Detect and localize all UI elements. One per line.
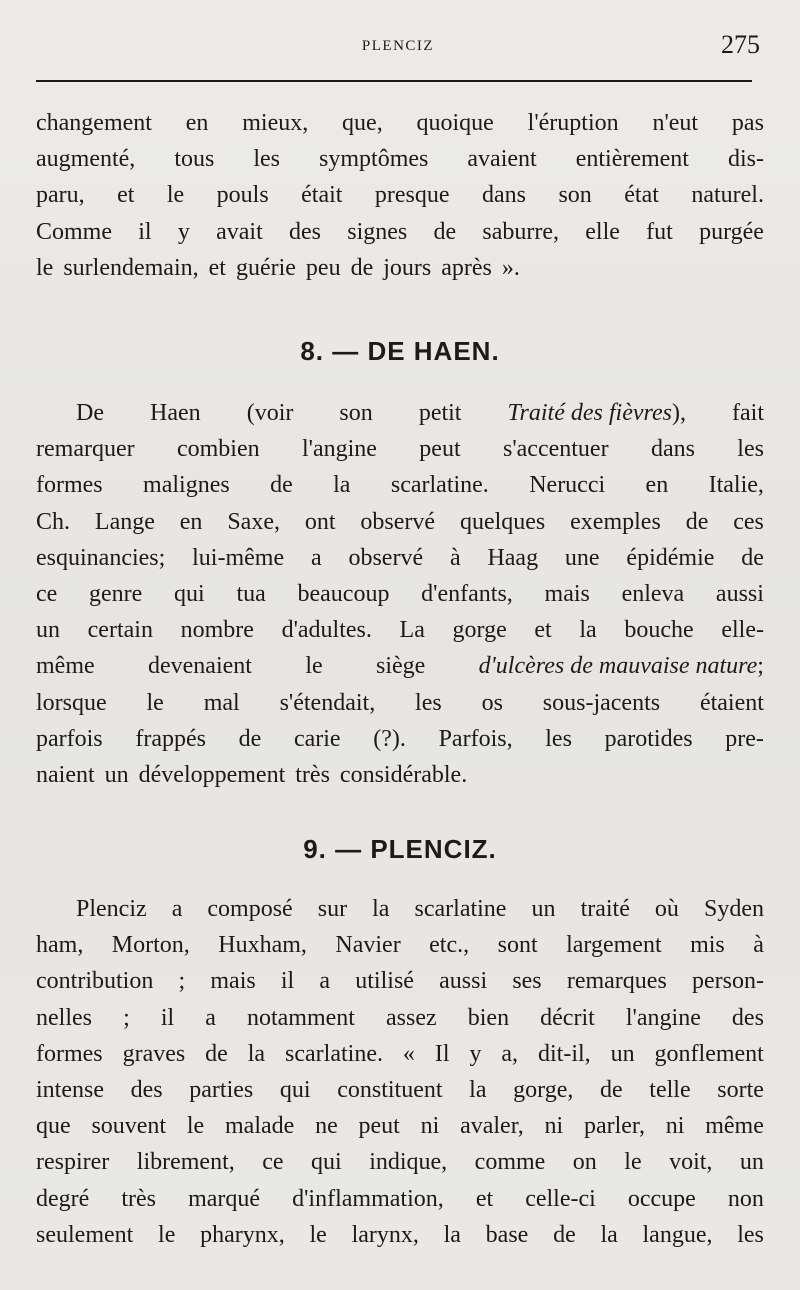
word: malade xyxy=(225,1113,295,1140)
word: Il xyxy=(434,1040,450,1067)
word: la xyxy=(579,617,597,644)
word: et xyxy=(117,182,135,209)
word: des xyxy=(288,218,321,245)
word: ni xyxy=(665,1113,685,1140)
word: la xyxy=(372,896,390,922)
word: observé xyxy=(360,508,436,535)
word: (?). xyxy=(373,725,406,752)
word: de xyxy=(433,218,457,245)
word: seulement xyxy=(36,1221,134,1248)
word: le xyxy=(158,1221,176,1248)
word: une xyxy=(564,544,600,571)
word: la xyxy=(333,472,351,499)
word: et xyxy=(475,1185,494,1212)
word: ne xyxy=(315,1113,338,1140)
word: même xyxy=(36,653,95,680)
word: l'angine xyxy=(301,436,377,463)
word: il xyxy=(160,1004,175,1031)
word: graves xyxy=(122,1040,186,1067)
header-rule xyxy=(36,80,752,82)
word: en xyxy=(645,472,669,499)
word: ; xyxy=(123,1004,130,1031)
word: quelques xyxy=(459,508,546,535)
word: ni xyxy=(544,1113,564,1140)
word: degré xyxy=(36,1185,90,1212)
word: petit xyxy=(418,400,462,426)
word: Lange xyxy=(94,508,155,535)
word: ces xyxy=(733,508,764,535)
word: les xyxy=(737,436,764,463)
word: épidémie xyxy=(626,544,715,571)
word: de xyxy=(600,1076,623,1103)
word: naturel. xyxy=(691,182,764,209)
word: mis xyxy=(690,932,725,959)
word: même xyxy=(705,1113,764,1140)
word: mais xyxy=(544,580,590,607)
text-line xyxy=(36,182,764,218)
word: décrit xyxy=(540,1004,595,1031)
word: gorge, xyxy=(513,1076,574,1103)
word: ses xyxy=(512,968,542,995)
word: dans xyxy=(650,436,695,463)
word: formes xyxy=(36,472,103,499)
word: qui xyxy=(279,1076,311,1103)
word: traité xyxy=(580,896,630,922)
word: pouls xyxy=(216,182,269,209)
word: à xyxy=(753,932,764,959)
word: un xyxy=(610,1040,635,1067)
word: peu xyxy=(305,254,341,281)
word: d'enfants, xyxy=(421,580,513,607)
word: les xyxy=(545,725,572,752)
word: dit-il, xyxy=(538,1040,591,1067)
word: contribution xyxy=(36,968,154,995)
word: Comme xyxy=(36,218,112,245)
word: person- xyxy=(691,968,764,995)
word: largement xyxy=(566,932,662,959)
word: de xyxy=(205,1040,228,1067)
word: devenaient xyxy=(148,653,252,680)
word: scarlatine xyxy=(414,896,507,922)
word: Syden xyxy=(703,896,764,922)
word: mais xyxy=(210,968,256,995)
text-line xyxy=(36,219,764,255)
word: genre xyxy=(89,580,143,607)
word: pre- xyxy=(725,725,764,752)
word: notamment xyxy=(246,1004,355,1031)
word: librement, xyxy=(136,1149,235,1176)
word: naient xyxy=(36,761,95,788)
word: les xyxy=(415,689,442,716)
word: formes xyxy=(36,1040,103,1067)
word: gonflement xyxy=(654,1040,764,1067)
word: les xyxy=(737,1221,764,1248)
word: parties xyxy=(189,1076,254,1103)
word: esquinancies; xyxy=(36,544,166,571)
text-line xyxy=(36,110,764,146)
word: paru, xyxy=(36,182,85,209)
word: etc., xyxy=(429,932,470,959)
word: quoique xyxy=(416,110,494,136)
word: intense xyxy=(36,1076,104,1103)
word: d'inflammation, xyxy=(292,1185,444,1212)
word: marqué xyxy=(188,1185,261,1212)
word: de xyxy=(350,254,374,281)
word: que, xyxy=(342,110,383,136)
word: des xyxy=(130,1076,163,1103)
word: a xyxy=(319,968,331,995)
word: d'ulcères de mauvaise nature; xyxy=(478,653,764,680)
word: le xyxy=(305,653,323,680)
word: os xyxy=(481,689,503,716)
word: assez xyxy=(386,1004,437,1031)
word: le xyxy=(166,182,185,209)
word: qui xyxy=(174,580,205,607)
word: aussi xyxy=(715,580,764,607)
word: y xyxy=(177,218,190,245)
word: frappés xyxy=(135,725,206,752)
word: fait xyxy=(732,400,764,426)
word: Huxham, xyxy=(218,932,307,959)
word: surlendemain, xyxy=(63,254,199,281)
word: ». xyxy=(501,254,520,281)
word: le xyxy=(624,1149,642,1176)
word: Navier xyxy=(335,932,401,959)
text-line xyxy=(36,968,764,1004)
word: composé xyxy=(207,896,293,922)
word: de xyxy=(270,472,293,499)
word: indique, xyxy=(369,1149,448,1176)
word: larynx, xyxy=(351,1221,419,1248)
word: sous-jacents xyxy=(542,689,661,716)
word: aussi xyxy=(439,968,488,995)
word: un xyxy=(739,1149,764,1176)
text-line xyxy=(36,617,764,653)
word: le xyxy=(36,254,54,281)
word: très xyxy=(295,761,330,788)
word: son xyxy=(339,400,373,426)
text-line xyxy=(36,726,764,762)
word: bouche xyxy=(624,617,694,644)
word: s'accentuer xyxy=(502,436,609,463)
word: qui xyxy=(311,1149,342,1176)
word: a xyxy=(171,896,183,922)
word: son xyxy=(558,182,592,209)
word: carie xyxy=(293,725,341,752)
word: Nerucci xyxy=(529,472,606,499)
word: après xyxy=(441,254,492,281)
word: état xyxy=(624,182,659,209)
word: le xyxy=(309,1221,327,1248)
word: Saxe, xyxy=(227,508,280,535)
word: exemples xyxy=(570,508,661,535)
word: sur xyxy=(317,896,348,922)
text-line xyxy=(36,1005,764,1041)
word: avaler, xyxy=(460,1113,524,1140)
text-line xyxy=(36,932,764,968)
word: avaient xyxy=(467,146,537,173)
text-line xyxy=(36,509,764,545)
word: en xyxy=(179,508,203,535)
word: presque xyxy=(374,182,450,209)
word: langue, xyxy=(642,1221,713,1248)
word: scarlatine. xyxy=(390,472,489,499)
word: on xyxy=(572,1149,597,1176)
word: nombre xyxy=(180,617,254,644)
word: ce xyxy=(262,1149,284,1176)
word: tous xyxy=(174,146,215,173)
word: et xyxy=(534,617,552,644)
word: la xyxy=(469,1076,487,1103)
word: le xyxy=(186,1113,205,1140)
section-heading-plenciz: 9. — PLENCIZ. xyxy=(303,834,497,864)
word: très xyxy=(121,1185,157,1212)
text-line xyxy=(36,581,764,617)
text-line xyxy=(36,653,764,689)
word: considérable. xyxy=(339,761,468,788)
text-line xyxy=(36,1186,764,1222)
running-title: PLENCIZ xyxy=(361,38,435,54)
word: ham, xyxy=(36,932,84,959)
word: enleva xyxy=(621,580,685,607)
text-line xyxy=(36,255,764,291)
text-line xyxy=(36,896,764,932)
word: le xyxy=(146,689,164,716)
word: de xyxy=(685,508,709,535)
word: signes xyxy=(347,218,408,245)
word: tua xyxy=(236,580,266,607)
word: peut xyxy=(358,1113,400,1140)
word: des xyxy=(731,1004,764,1031)
paragraph-de-haen xyxy=(36,400,764,798)
text-line xyxy=(36,1149,764,1185)
word: remarquer xyxy=(36,436,135,463)
word: l'éruption xyxy=(527,110,619,136)
word: occupe xyxy=(627,1185,696,1212)
word: entièrement xyxy=(575,146,689,173)
word: observé xyxy=(348,544,424,571)
word: un xyxy=(531,896,556,922)
word: bien xyxy=(467,1004,510,1031)
word: de xyxy=(741,544,764,571)
text-line xyxy=(36,762,764,798)
word: remarques xyxy=(566,968,667,995)
word: mieux, xyxy=(242,110,309,136)
word: Ch. xyxy=(36,508,71,535)
word: était xyxy=(301,182,343,209)
word: Traité des fièvres), xyxy=(507,400,686,426)
word: telle xyxy=(649,1076,691,1103)
text-line xyxy=(36,545,764,581)
word: nelles xyxy=(36,1004,92,1031)
word: l'angine xyxy=(625,1004,701,1031)
word: elle- xyxy=(721,617,764,644)
word: Italie, xyxy=(708,472,764,499)
text-line xyxy=(36,1113,764,1149)
running-head xyxy=(36,28,760,68)
word: il xyxy=(138,218,152,245)
word: de xyxy=(553,1221,576,1248)
page-number: 275 xyxy=(721,30,760,59)
word: lui-même xyxy=(192,544,285,571)
word: la xyxy=(600,1221,618,1248)
word: y xyxy=(469,1040,482,1067)
word: dans xyxy=(482,182,526,209)
word: scarlatine. xyxy=(285,1040,383,1067)
word: a xyxy=(310,544,322,571)
text-line xyxy=(36,1077,764,1113)
word: base xyxy=(485,1221,529,1248)
word: augmenté, xyxy=(36,146,136,173)
word: certain xyxy=(87,617,153,644)
word: peut xyxy=(419,436,461,463)
word: un xyxy=(36,617,60,644)
word: saburre, xyxy=(482,218,560,245)
word: sorte xyxy=(717,1076,764,1103)
word: malignes xyxy=(143,472,230,499)
word: ni xyxy=(420,1113,440,1140)
word: la xyxy=(247,1040,266,1067)
word: il xyxy=(280,968,295,995)
word: d'adultes. xyxy=(281,617,372,644)
word: de xyxy=(238,725,262,752)
text-line xyxy=(36,690,764,726)
word: un xyxy=(104,761,129,788)
word: celle-ci xyxy=(525,1185,596,1212)
word: utilisé xyxy=(355,968,414,995)
word: comme xyxy=(474,1149,546,1176)
word: n'eut xyxy=(652,110,699,136)
text-line xyxy=(36,472,764,508)
word: (voir xyxy=(246,400,294,426)
word: Haag xyxy=(487,544,539,571)
word: en xyxy=(185,110,209,136)
word: a xyxy=(205,1004,216,1031)
word: à xyxy=(449,544,461,571)
word: gorge xyxy=(452,617,507,644)
word: ; xyxy=(178,968,186,995)
text-line xyxy=(36,436,764,472)
word: lorsque xyxy=(36,689,107,716)
word: non xyxy=(727,1185,764,1212)
word: fut xyxy=(646,218,673,245)
word: mal xyxy=(203,689,240,716)
word: a, xyxy=(501,1040,519,1067)
paragraph-plenciz xyxy=(36,896,764,1258)
word: s'étendait, xyxy=(279,689,376,716)
text-line xyxy=(36,1222,764,1258)
word: étaient xyxy=(699,689,764,716)
word: les xyxy=(253,146,281,173)
word: développement xyxy=(138,761,286,788)
word: ce xyxy=(36,580,58,607)
word: sont xyxy=(497,932,538,959)
word: symptômes xyxy=(319,146,429,173)
section-heading-de-haen: 8. — DE HAEN. xyxy=(300,336,500,366)
word: changement xyxy=(36,110,152,136)
word: ont xyxy=(304,508,336,535)
word: souvent xyxy=(91,1113,167,1140)
text-line xyxy=(36,1041,764,1077)
paragraph-continuation xyxy=(36,110,764,291)
word: Haen xyxy=(150,400,201,426)
word: respirer xyxy=(36,1149,110,1176)
word: Morton, xyxy=(111,932,190,959)
word: combien xyxy=(176,436,260,463)
word: Parfois, xyxy=(438,725,513,752)
word: voit, xyxy=(669,1149,713,1176)
word: que xyxy=(36,1113,71,1140)
word: et xyxy=(208,254,226,281)
text-line xyxy=(36,146,764,182)
word: la xyxy=(443,1221,461,1248)
word: parler, xyxy=(583,1113,645,1140)
word: purgée xyxy=(699,218,764,245)
word: avait xyxy=(216,218,263,245)
word: où xyxy=(654,896,679,922)
text-line xyxy=(36,400,764,436)
word: dis- xyxy=(728,146,764,173)
word: Plenciz xyxy=(76,896,147,922)
word: pharynx, xyxy=(200,1221,285,1248)
word: constituent xyxy=(337,1076,443,1103)
word: pas xyxy=(731,110,764,136)
word: parotides xyxy=(604,725,693,752)
word: elle xyxy=(585,218,620,245)
word: siège xyxy=(376,653,426,680)
word: De xyxy=(76,400,104,426)
word: « xyxy=(402,1040,415,1067)
word: jours xyxy=(383,254,432,281)
word: guérie xyxy=(235,254,296,281)
word: La xyxy=(399,617,425,644)
word: beaucoup xyxy=(297,580,390,607)
word: parfois xyxy=(36,725,103,752)
